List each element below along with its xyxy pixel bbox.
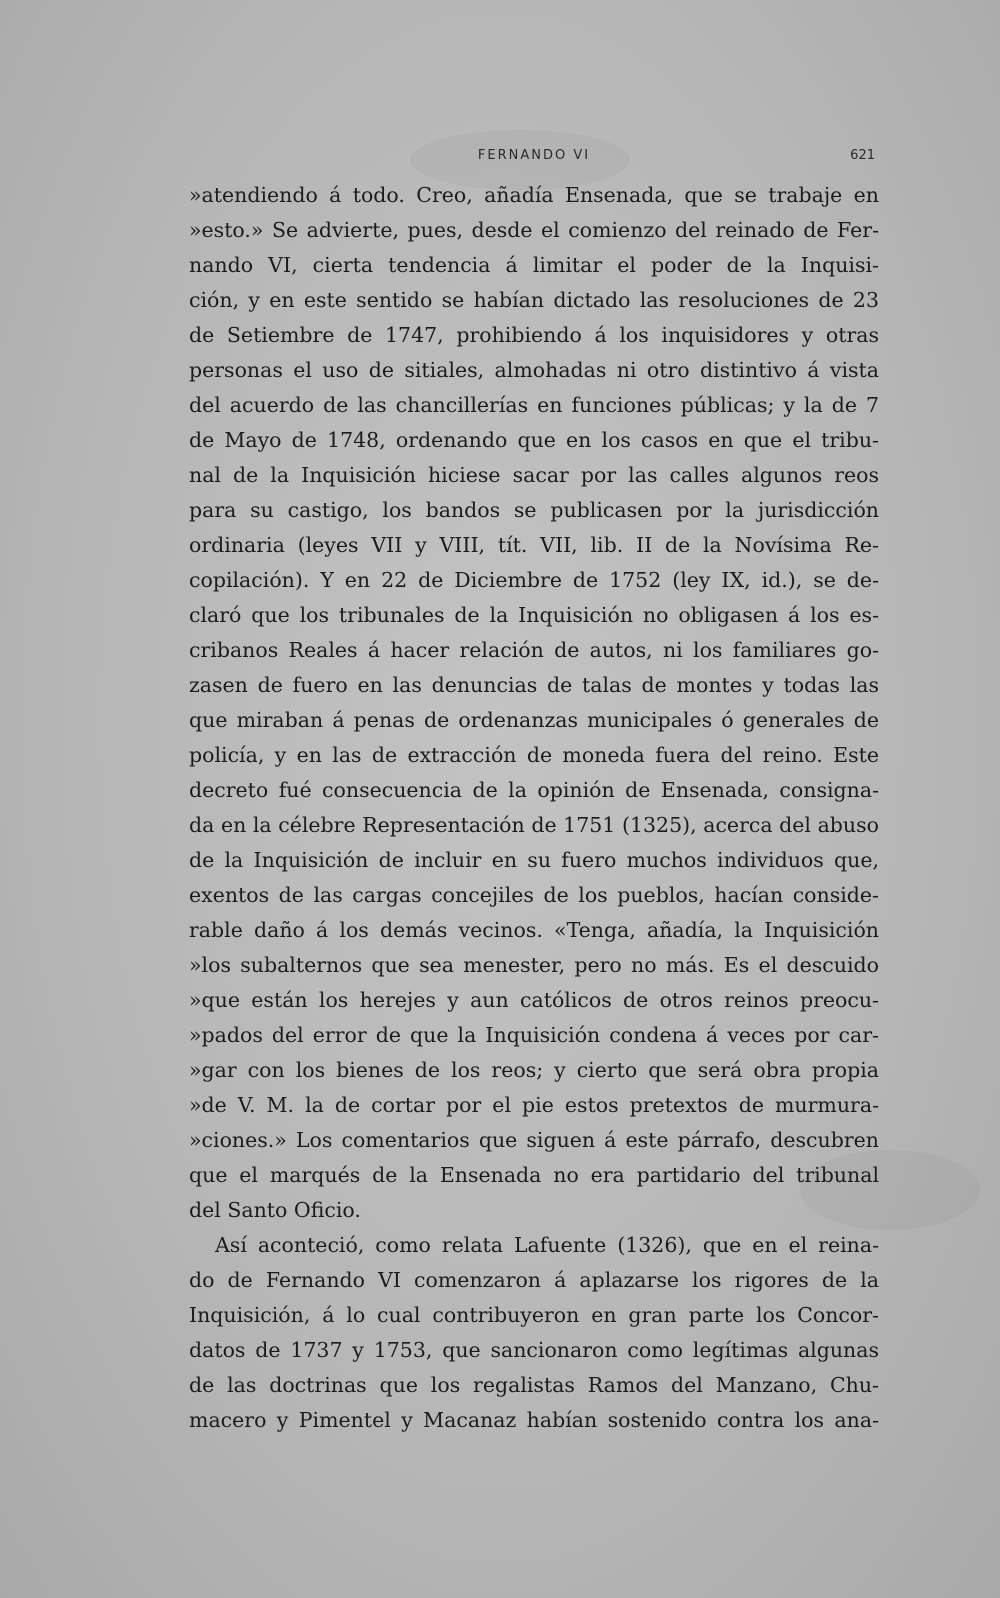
text-line: nando VI, cierta tendencia á limitar el poder de la Inquisi-: [189, 253, 879, 277]
text-line: de Setiembre de 1747, prohibiendo á los inquisidores y otras: [189, 323, 879, 347]
text-line: exentos de las cargas concejiles de los pueblos, hacían conside-: [189, 883, 879, 907]
text-line: zasen de fuero en las denuncias de talas de montes y todas las: [189, 673, 879, 697]
text-line: ción, y en este sentido se habían dictado las resoluciones de 23: [189, 288, 879, 312]
text-line: »ciones.» Los comentarios que siguen á este párrafo, descubren: [189, 1128, 879, 1152]
text-line: »atendiendo á todo. Creo, añadía Ensenada, que se trabaje en: [189, 183, 879, 207]
text-line: »pados del error de que la Inquisición condena á veces por car-: [189, 1023, 879, 1047]
page-number: 621: [850, 148, 875, 163]
text-line: ordinaria (leyes VII y VIII, tít. VII, lib. II de la Novísima Re-: [189, 533, 879, 557]
text-line: »de V. M. la de cortar por el pie estos pretextos de murmura-: [189, 1093, 879, 1117]
text-line: rable daño á los demás vecinos. «Tenga, añadía, la Inquisición: [189, 918, 879, 942]
text-line: »gar con los bienes de los reos; y cierto que será obra propia: [189, 1058, 879, 1082]
text-line: Inquisición, á lo cual contribuyeron en gran parte los Concor-: [189, 1303, 879, 1327]
text-line: del Santo Oficio.: [189, 1198, 361, 1222]
text-line: cribanos Reales á hacer relación de autos, ni los familiares go-: [189, 638, 879, 662]
text-line: datos de 1737 y 1753, que sancionaron como legítimas algunas: [189, 1338, 879, 1362]
text-line: de la Inquisición de incluir en su fuero muchos individuos que,: [189, 848, 879, 872]
text-line: nal de la Inquisición hiciese sacar por las calles algunos reos: [189, 463, 879, 487]
text-line: macero y Pimentel y Macanaz habían sostenido contra los ana-: [189, 1408, 879, 1432]
text-line: »esto.» Se advierte, pues, desde el comienzo del reinado de Fer-: [189, 218, 879, 242]
text-line: que el marqués de la Ensenada no era partidario del tribunal: [189, 1163, 879, 1187]
body-text: [189, 178, 879, 1438]
text-line: policía, y en las de extracción de moneda fuera del reino. Este: [189, 743, 879, 767]
text-line: que miraban á penas de ordenanzas municipales ó generales de: [189, 708, 879, 732]
text-line: »los subalternos que sea menester, pero no más. Es el descuido: [189, 953, 879, 977]
text-line: claró que los tribunales de la Inquisición no obligasen á los es-: [189, 603, 879, 627]
text-line: decreto fué consecuencia de la opinión de Ensenada, consigna-: [189, 778, 879, 802]
text-line: personas el uso de sitiales, almohadas ni otro distintivo á vista: [189, 358, 879, 382]
text-line: do de Fernando VI comenzaron á aplazarse los rigores de la: [189, 1268, 879, 1292]
page-header: [189, 148, 879, 170]
text-line: de las doctrinas que los regalistas Ramos del Manzano, Chu-: [189, 1373, 879, 1397]
text-line: del acuerdo de las chancillerías en funciones públicas; y la de 7: [189, 393, 879, 417]
text-line: para su castigo, los bandos se publicasen por la jurisdicción: [189, 498, 879, 522]
text-line: copilación). Y en 22 de Diciembre de 1752 (ley IX, id.), se de-: [189, 568, 879, 592]
running-head: FERNANDO VI: [477, 148, 591, 163]
text-line: de Mayo de 1748, ordenando que en los casos en que el tribu-: [189, 428, 879, 452]
text-line: Así aconteció, como relata Lafuente (1326), que en el reina-: [215, 1233, 879, 1257]
text-line: da en la célebre Representación de 1751 (1325), acerca del abuso: [189, 813, 879, 837]
text-line: »que están los herejes y aun católicos de otros reinos preocu-: [189, 988, 879, 1012]
